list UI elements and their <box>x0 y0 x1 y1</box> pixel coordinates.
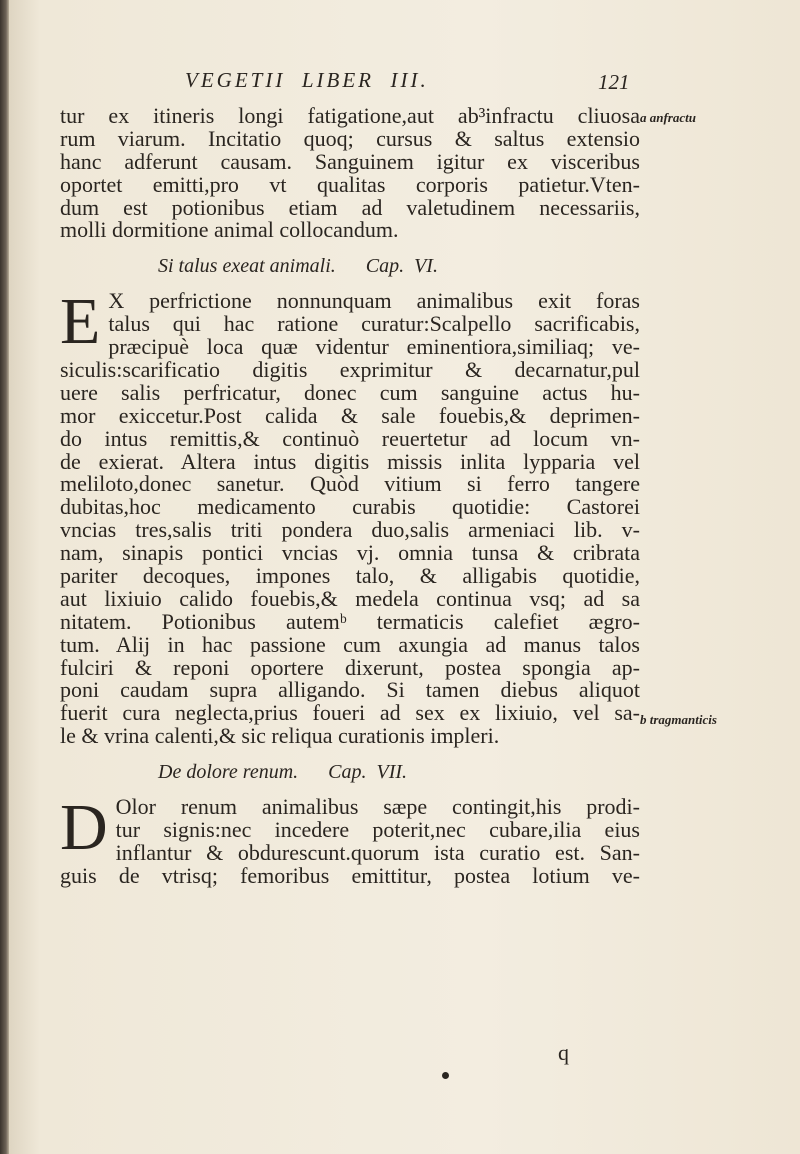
text-line: hanc adferunt causam. Sanguinem igitur ex visceribus <box>60 148 640 174</box>
text-line: le & vrina calenti,& sic reliqua curationis impleri. <box>60 723 500 749</box>
text-line: dum est potionibus etiam ad valetudinem necessariis, <box>60 194 640 220</box>
signature-mark: q <box>558 1040 569 1065</box>
text-line: pariter decoques, impones talo, & alligabis quotidie, <box>60 563 640 589</box>
book-spine <box>0 0 9 1154</box>
text-line: Olor renum animalibus sæpe contingit,his prodi- <box>115 794 640 820</box>
text-line: dubitas,hoc medicamento curabis quotidie: Castorei <box>60 494 640 520</box>
ornament-dot <box>442 1072 449 1079</box>
text-line: meliloto,donec sanetur. Quòd vitium si ferro tangere <box>60 471 640 497</box>
chapter-heading-vi: Si talus exeat animali. Cap. VI. <box>158 255 438 278</box>
chapter-vii-body <box>60 791 640 888</box>
text-block <box>60 105 640 888</box>
text-line: tum. Alij in hac passione cum axungia ad manus talos <box>60 631 640 657</box>
text-line: vncias tres,salis triti pondera duo,salis armeniaci lib. v- <box>60 517 640 543</box>
text-line: oportet emitti,pro vt qualitas corporis patietur.Vten- <box>60 171 640 197</box>
text-line: uere salis perfricatur, donec cum sanguine actus hu- <box>60 379 640 405</box>
text-line: nitatem. Potionibus autemᵇ termaticis calefiet ægro- <box>60 608 640 634</box>
text-line: poni caudam supra alligando. Si tamen diebus aliquot <box>60 677 640 703</box>
text-line: de exierat. Altera intus digitis missis inlita lypparia vel <box>60 448 640 474</box>
chapter-heading-vii: De dolore renum. Cap. VII. <box>158 761 408 784</box>
running-title: VEGETII LIBER III. <box>185 68 429 92</box>
page-number: 121 <box>598 70 630 94</box>
text-line: nam, sinapis pontici vncias vj. omnia tunsa & cribrata <box>60 540 640 566</box>
drop-capital-d: D <box>60 791 108 865</box>
chapter-vi-body <box>60 285 640 749</box>
text-line: molli dormitione animal collocandum. <box>60 217 399 243</box>
text-line: præcipuè loca quæ videntur eminentiora,similiaq; ve- <box>108 334 640 360</box>
text-line: do intus remittis,& continuò reuertetur ad locum vn- <box>60 425 640 451</box>
text-line: fuerit cura neglecta,prius foueri ad sex ex lixiuio, vel sa- <box>60 700 640 726</box>
text-line: X perfrictione nonnunquam animalibus exit foras <box>108 288 640 314</box>
text-line: talus qui hac ratione curatur:Scalpello sacrificabis, <box>108 311 640 337</box>
text-line: guis de vtrisq; femoribus emittitur, postea lotium ve- <box>60 862 640 888</box>
text-line: fulciri & reponi oportere dixerunt, postea spongia ap- <box>60 654 640 680</box>
text-line: siculis:scarificatio digitis exprimitur & decarnatur,pul <box>60 357 640 383</box>
text-line: rum viarum. Incitatio quoq; cursus & saltus extensio <box>60 125 640 151</box>
drop-capital-e: E <box>60 285 101 359</box>
text-line: mor exiccetur.Post calida & sale fouebis,& deprimen- <box>60 402 640 428</box>
text-line: aut lixiuio calido fouebis,& medela continua vsq; ad sa <box>60 585 640 611</box>
text-line: tur ex itineris longi fatigatione,aut ab³infractu cliuosa <box>60 103 640 128</box>
margin-note-b: b tragmanticis <box>640 712 717 727</box>
text-line: inflantur & obdurescunt.quorum ista curatio est. San- <box>115 839 640 865</box>
text-line: tur signis:nec incedere poterit,nec cubare,ilia eius <box>115 817 640 843</box>
margin-note-a: a anfractu <box>640 110 696 125</box>
